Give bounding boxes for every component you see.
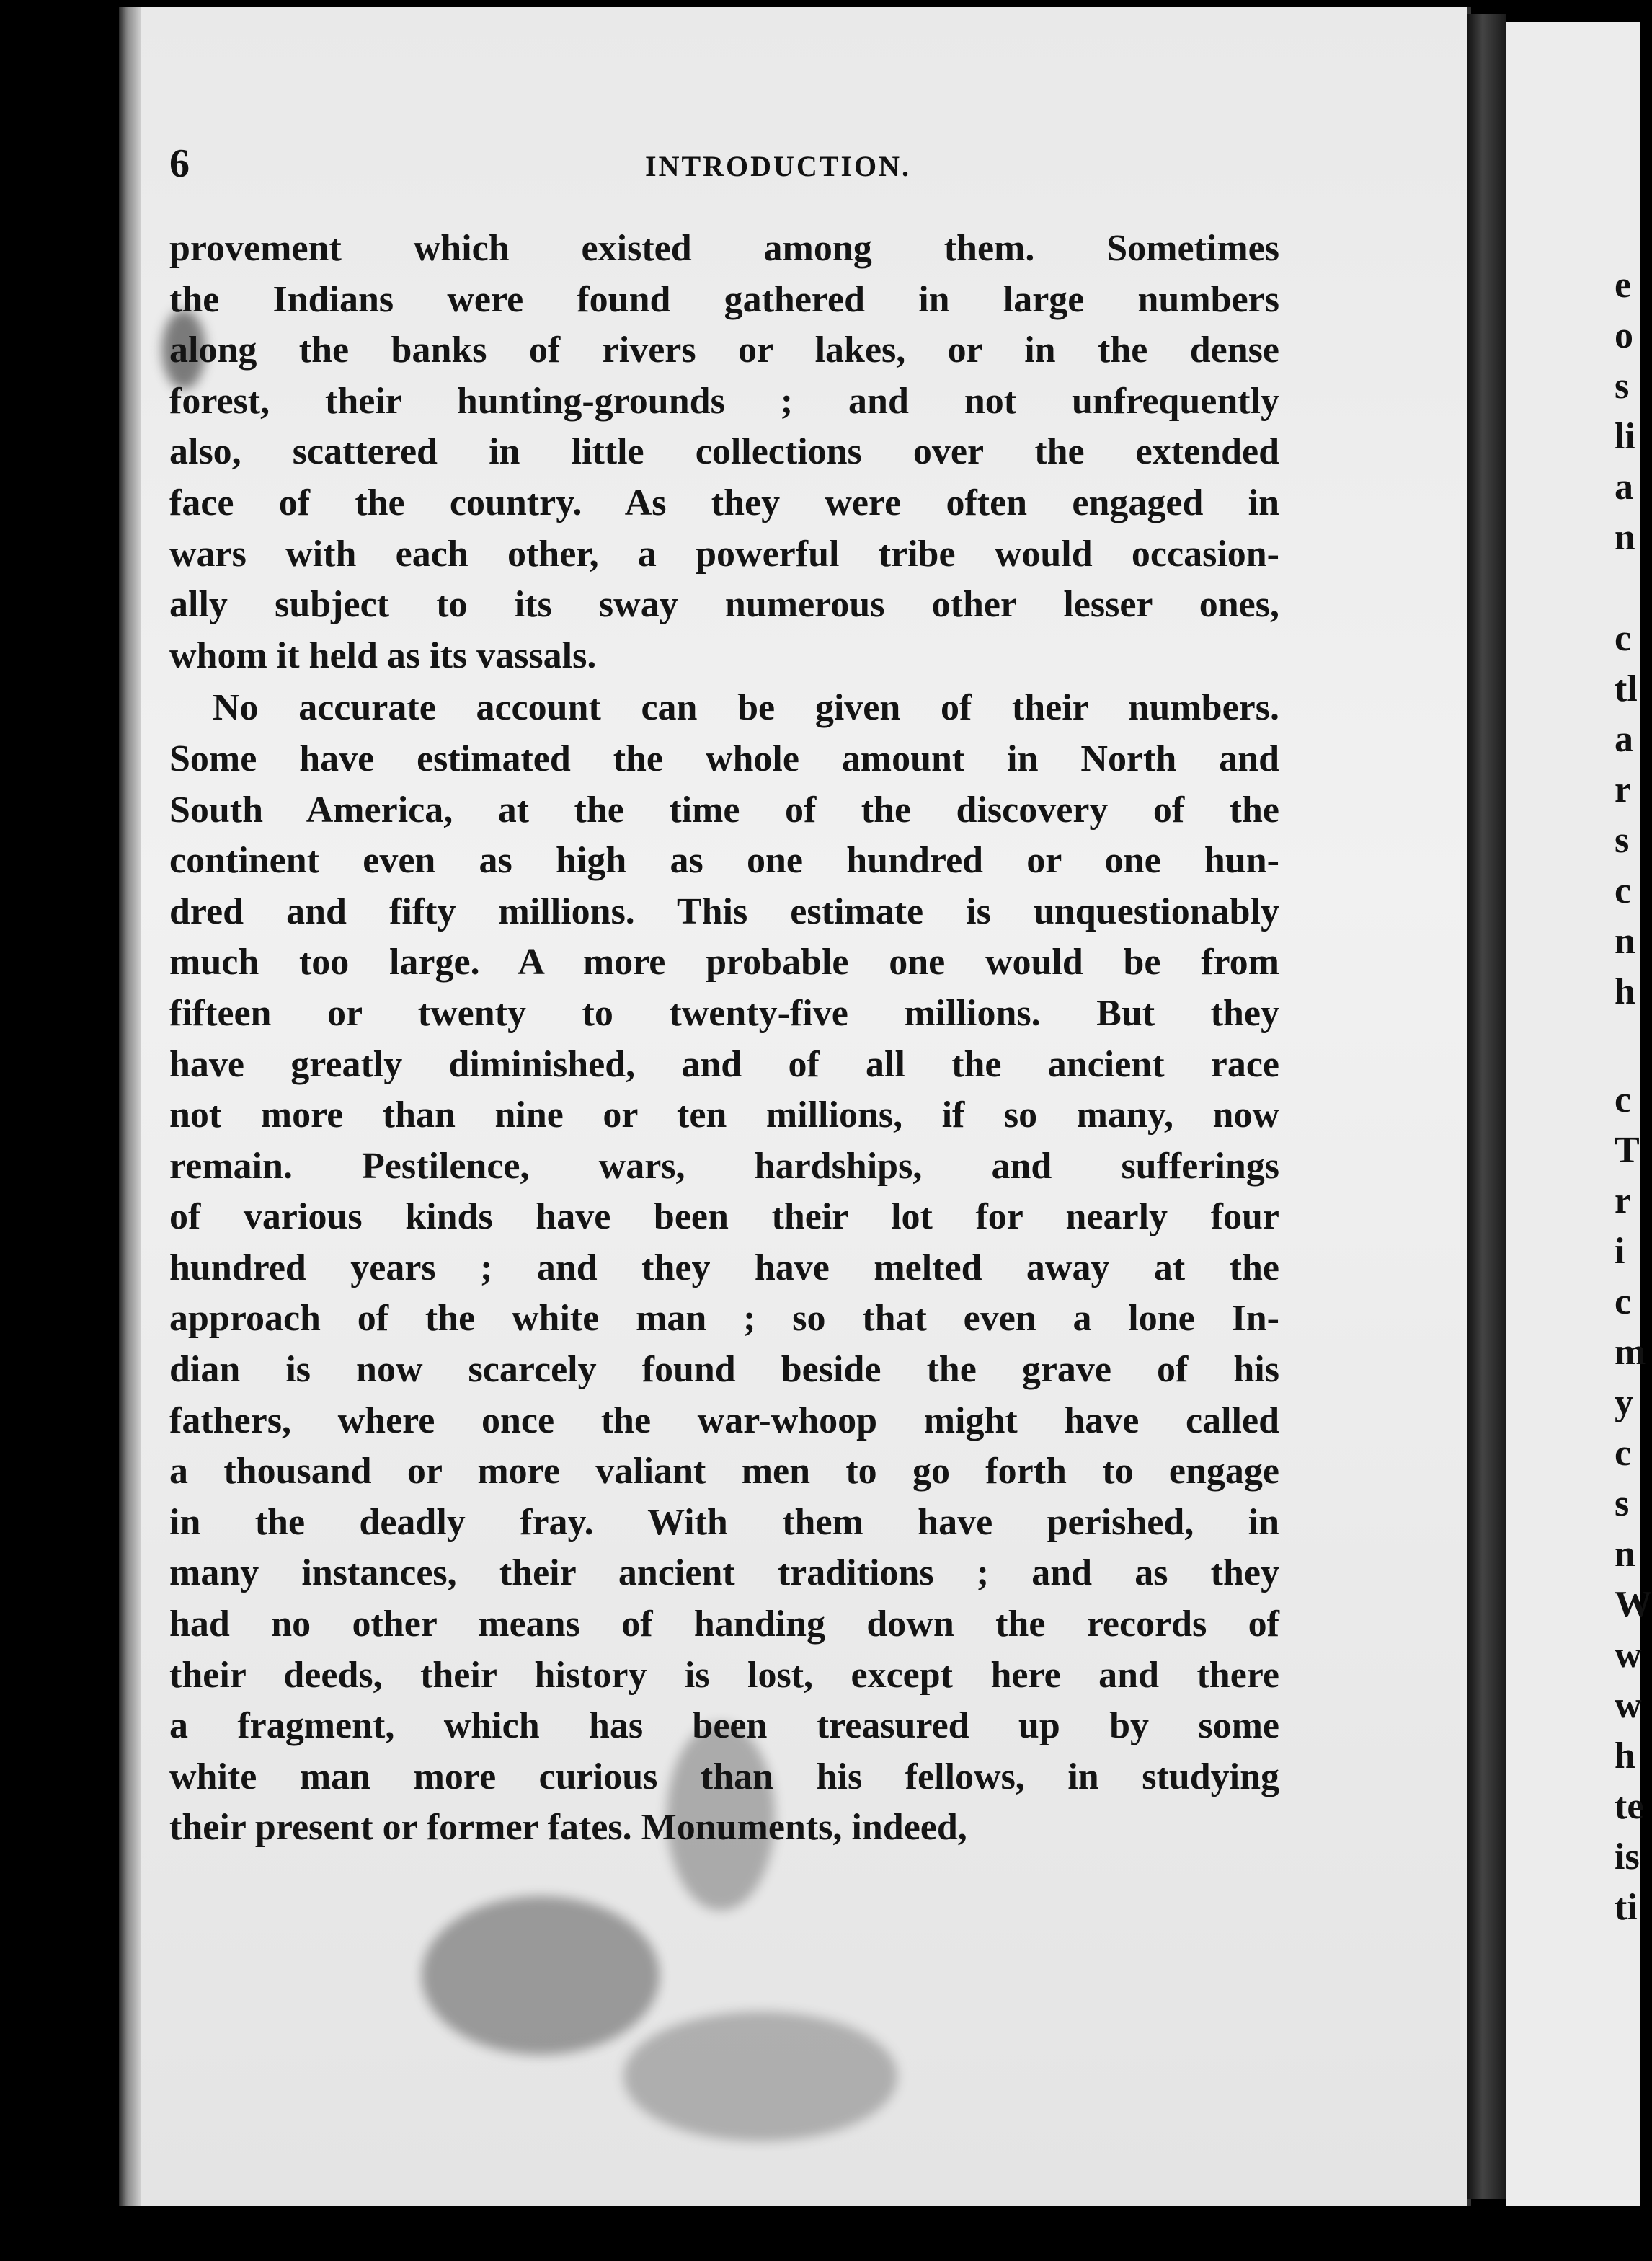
- facing-text-fragment: T: [1615, 1130, 1640, 1171]
- facing-text-fragment: n: [1615, 517, 1635, 558]
- facing-text-fragment: W: [1615, 1584, 1652, 1625]
- text-line: of various kinds have been their lot for nearly four: [169, 1196, 1279, 1238]
- facing-text-fragment: n: [1615, 1534, 1635, 1575]
- text-line: ally subject to its sway numerous other lesser ones,: [169, 584, 1279, 626]
- text-line: fifteen or twenty to twenty-five millions. But they: [169, 992, 1279, 1034]
- text-line: provement which existed among them. Sometimes: [169, 228, 1279, 269]
- facing-text-fragment: s: [1615, 366, 1630, 407]
- ink-smudge: [623, 2012, 897, 2141]
- text-line: also, scattered in little collections over the extended: [169, 431, 1279, 473]
- text-line: white man more curious than his fellows, in studying: [169, 1756, 1279, 1797]
- facing-text-fragment: m: [1615, 1332, 1646, 1373]
- facing-text-fragment: s: [1615, 1483, 1630, 1524]
- text-line: Some have estimated the whole amount in North and: [169, 738, 1279, 779]
- text-line: along the banks of rivers or lakes, or in the dense: [169, 329, 1279, 371]
- facing-text-fragment: c: [1615, 1433, 1632, 1474]
- running-head: INTRODUCTION.: [645, 150, 912, 182]
- facing-text-fragment: h: [1615, 971, 1635, 1012]
- facing-text-fragment: c: [1615, 870, 1632, 911]
- facing-text-fragment: i: [1615, 1231, 1625, 1272]
- text-line: hundred years ; and they have melted away at the: [169, 1247, 1279, 1288]
- text-line: a fragment, which has been treasured up by some: [169, 1705, 1279, 1747]
- facing-text-fragment: y: [1615, 1382, 1633, 1423]
- facing-text-fragment: s: [1615, 820, 1630, 861]
- facing-text-fragment: ti: [1615, 1887, 1638, 1928]
- facing-page: [1506, 22, 1652, 2206]
- facing-text-fragment: e: [1615, 265, 1632, 306]
- book-gutter: [1467, 14, 1506, 2199]
- facing-text-fragment: n: [1615, 921, 1635, 962]
- text-line: much too large. A more probable one would be from: [169, 942, 1279, 983]
- facing-text-fragment: tl: [1615, 668, 1638, 709]
- facing-text-fragment: w: [1615, 1685, 1642, 1726]
- text-line: South America, at the time of the discovery of the: [169, 789, 1279, 831]
- body-text: [169, 224, 1279, 1854]
- text-line: have greatly diminished, and of all the ancient race: [169, 1043, 1279, 1085]
- text-line: forest, their hunting-grounds ; and not unfrequently: [169, 380, 1279, 422]
- ink-smudge: [422, 1896, 660, 2055]
- facing-text-fragment: is: [1615, 1836, 1640, 1877]
- facing-text-fragment: o: [1615, 315, 1633, 356]
- text-line: No accurate account can be given of their numbers.: [213, 687, 1279, 729]
- text-line: their deeds, their history is lost, except here and there: [169, 1654, 1279, 1696]
- facing-text-fragment: r: [1615, 769, 1632, 810]
- text-line: face of the country. As they were often engaged in: [169, 482, 1279, 523]
- text-line: in the deadly fray. With them have perished, in: [169, 1501, 1279, 1543]
- facing-text-fragment: a: [1615, 466, 1633, 508]
- facing-text-fragment: w: [1615, 1634, 1642, 1676]
- text-line: fathers, where once the war-whoop might have called: [169, 1399, 1279, 1441]
- text-line: approach of the white man ; so that even a lone In-: [169, 1298, 1279, 1340]
- text-line: not more than nine or ten millions, if so many, now: [169, 1094, 1279, 1136]
- facing-text-fragment: c: [1615, 1281, 1632, 1322]
- facing-text-fragment: li: [1615, 416, 1635, 457]
- text-line: remain. Pestilence, wars, hardships, and sufferings: [169, 1145, 1279, 1187]
- facing-text-fragment: a: [1615, 719, 1633, 760]
- text-line: dian is now scarcely found beside the grave of his: [169, 1349, 1279, 1391]
- page-number: 6: [169, 141, 190, 186]
- page-edge: [119, 7, 141, 2206]
- facing-text-fragment: c: [1615, 1079, 1632, 1120]
- text-line: dred and fifty millions. This estimate is unquestionably: [169, 890, 1279, 932]
- facing-text-fragment: r: [1615, 1180, 1632, 1221]
- text-line: a thousand or more valiant men to go forth to engage: [169, 1451, 1279, 1492]
- text-line: many instances, their ancient traditions ; and as they: [169, 1552, 1279, 1594]
- page-header: [169, 141, 1265, 191]
- facing-text-fragment: te: [1615, 1786, 1644, 1827]
- text-line: whom it held as its vassals.: [169, 634, 597, 676]
- facing-text-fragment: h: [1615, 1735, 1635, 1777]
- text-line: had no other means of handing down the records of: [169, 1603, 1279, 1645]
- text-line: the Indians were found gathered in large numbers: [169, 278, 1279, 320]
- text-line: continent even as high as one hundred or one hun-: [169, 840, 1279, 882]
- text-line: their present or former fates. Monuments, indeed,: [169, 1807, 967, 1849]
- text-line: wars with each other, a powerful tribe would occasion-: [169, 533, 1279, 575]
- facing-text-fragment: c: [1615, 618, 1632, 659]
